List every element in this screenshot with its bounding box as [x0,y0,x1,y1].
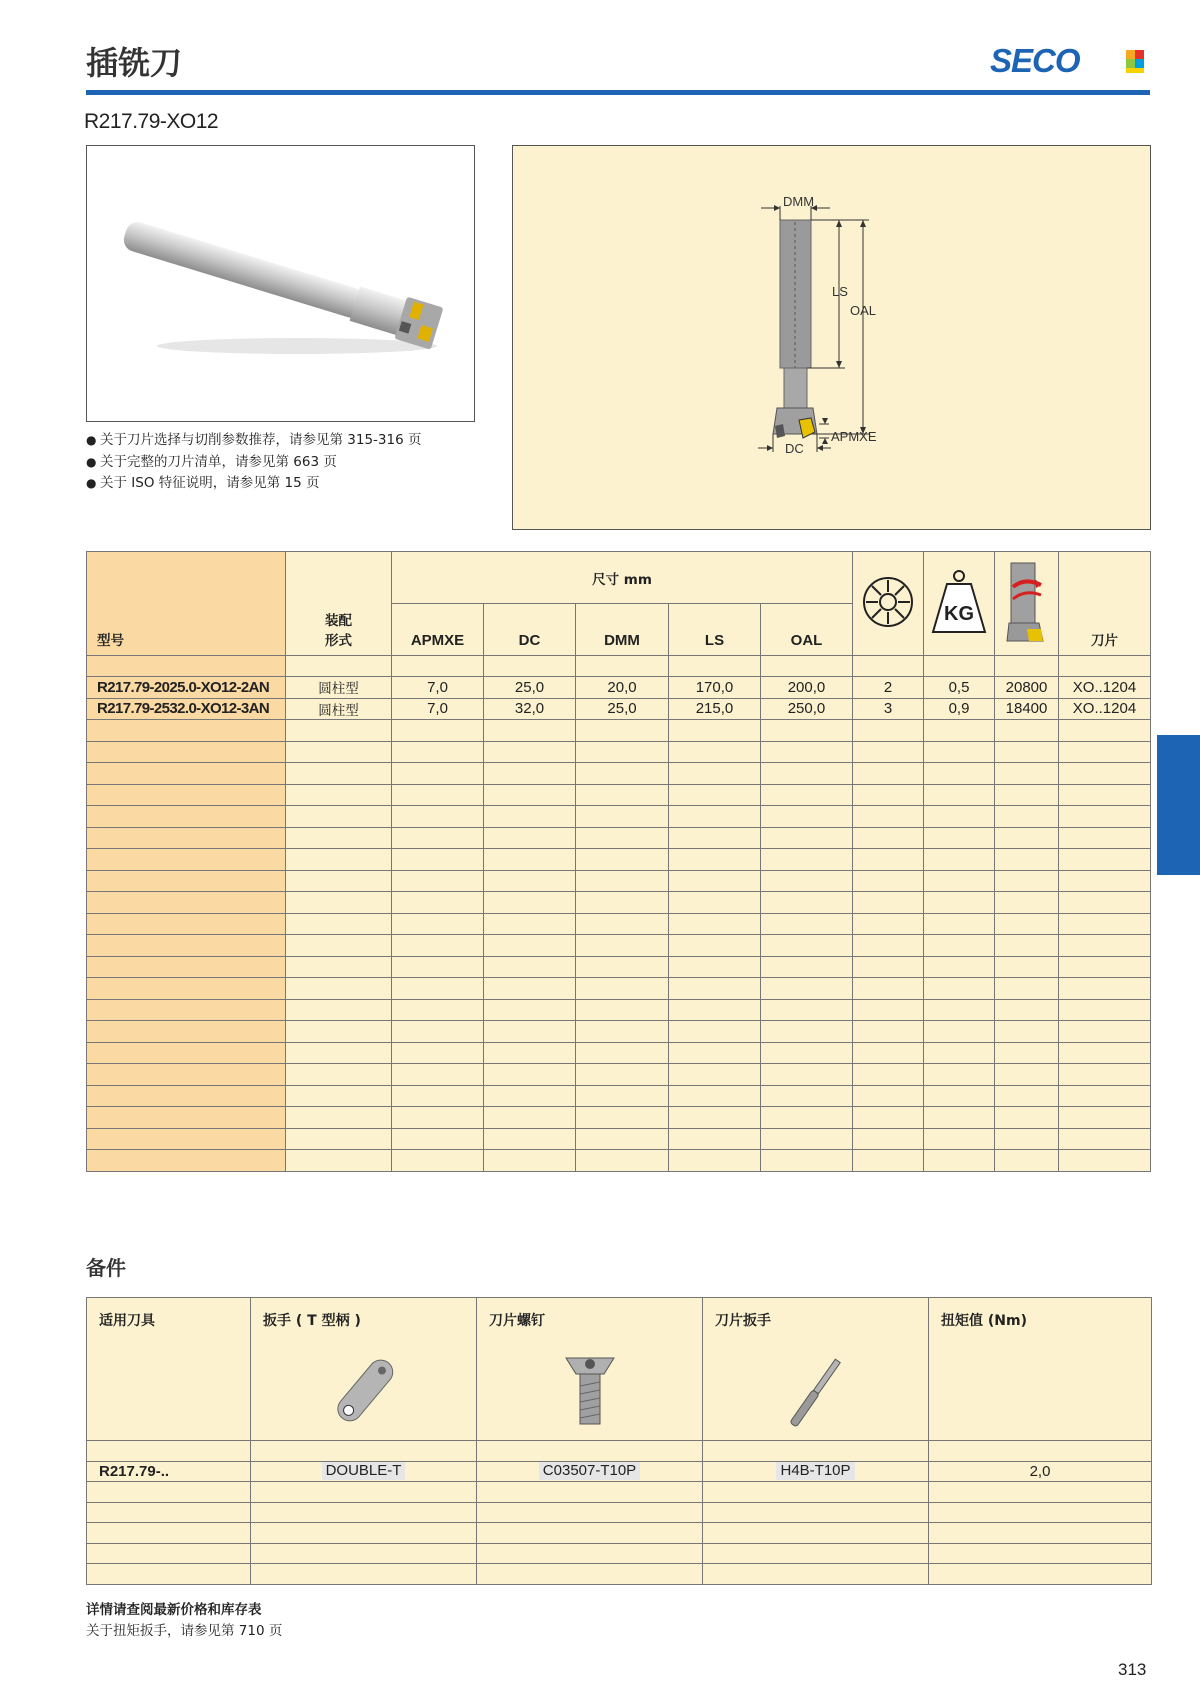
cell-ls: 170,0 [669,677,761,699]
note-item: ● 关于刀片选择与切削参数推荐，请参见第 315-316 页 [86,432,422,448]
product-code: R217.79-XO12 [84,110,219,133]
header-teeth [853,552,924,656]
spare-parts-table [86,1297,1152,1585]
weight-kg-label: KG [944,602,974,625]
parts-empty-row [87,1564,1152,1585]
header-dc: DC [484,604,576,656]
cell-insert: XO..1204 [1059,698,1151,720]
header-weight [924,552,995,656]
label-dc: DC [785,441,804,456]
header-apmxe: APMXE [392,604,484,656]
section-side-tab [1157,735,1200,875]
parts-empty-row [87,1523,1152,1544]
parts-header-torque: 扭矩值 (Nm) [929,1298,1152,1441]
spare-parts-title: 备件 [86,1256,126,1280]
product-photo [86,145,475,422]
empty-table-rows [87,720,1151,1172]
cell-dc: 32,0 [484,698,576,720]
cell-teeth: 3 [853,698,924,720]
cell-teeth: 2 [853,677,924,699]
header-mount: 装配 形式 [286,552,392,656]
cell-dmm: 25,0 [576,698,669,720]
cell-model: R217.79-2532.0-XO12-3AN [87,698,286,720]
technical-drawing [512,145,1151,530]
empty-table-row [87,806,1151,828]
table-header-row-1 [87,552,1151,604]
parts-header-tool: 适用刀具 [87,1298,251,1441]
cell-apmxe: 7,0 [392,677,484,699]
page-number: 313 [1118,1660,1147,1679]
empty-table-row [87,956,1151,978]
header-model: 型号 [87,552,286,656]
spindle-speed-icon [1005,559,1049,645]
teeth-count-icon [860,574,916,630]
notes-list [86,430,422,495]
cell-mount: 圆柱型 [286,677,392,699]
parts-header-screw: 刀片螺钉 [477,1298,703,1441]
footer-notes [86,1600,282,1642]
parts-cell-torque: 2,0 [929,1461,1152,1482]
parts-empty-row [87,1543,1152,1564]
cell-rpm: 20800 [995,677,1059,699]
empty-table-row [87,763,1151,785]
header-rule [86,90,1150,95]
empty-table-row [87,1042,1151,1064]
cell-insert: XO..1204 [1059,677,1151,699]
cell-kg: 0,9 [924,698,995,720]
parts-cell-screw: C03507-T10P [477,1461,703,1482]
page-title: 插铣刀 [86,44,183,82]
empty-table-row [87,720,1151,742]
empty-table-row [87,1021,1151,1043]
empty-table-row [87,784,1151,806]
cell-ls: 215,0 [669,698,761,720]
table-spacer-row [87,656,1151,677]
parts-spacer-row [87,1441,1152,1462]
empty-table-row [87,827,1151,849]
dimension-drawing [513,146,1152,531]
empty-table-row [87,1128,1151,1150]
parts-header-key: 扳手 ( T 型柄 ) [251,1298,477,1441]
parts-row [87,1461,1152,1482]
header-rpm [995,552,1059,656]
product-table [86,551,1151,1172]
note-item: ● 关于 ISO 特征说明，请参见第 15 页 [86,475,320,491]
insert-wrench-icon [771,1352,861,1432]
parts-header-row [87,1298,1152,1441]
header-oal: OAL [761,604,853,656]
empty-table-row [87,1085,1151,1107]
table-row [87,677,1151,699]
empty-table-row [87,999,1151,1021]
empty-table-row [87,1107,1151,1129]
parts-cell-key: DOUBLE-T [251,1461,477,1482]
cell-apmxe: 7,0 [392,698,484,720]
table-row [87,698,1151,720]
footer-line-2: 关于扭矩扳手，请参见第 710 页 [86,1623,283,1639]
parts-empty-row [87,1482,1152,1503]
end-mill-illustration [87,146,475,422]
empty-table-row [87,1150,1151,1172]
t-key-icon [324,1352,404,1432]
header-dmm: DMM [576,604,669,656]
empty-table-row [87,1064,1151,1086]
cell-mount: 圆柱型 [286,698,392,720]
cell-oal: 200,0 [761,677,853,699]
logo-wordmark: SECO [990,42,1080,78]
footer-line-1: 详情请查阅最新价格和库存表 [86,1602,262,1618]
parts-header-wrench: 刀片扳手 [703,1298,929,1441]
insert-screw-icon [560,1352,620,1432]
header-insert: 刀片 [1059,552,1151,656]
seco-logo [990,42,1148,78]
label-dmm: DMM [783,194,815,209]
empty-table-row [87,849,1151,871]
label-apmxe: APMXE [831,429,877,444]
label-ls: LS [832,284,848,299]
cell-rpm: 18400 [995,698,1059,720]
note-item: ● 关于完整的刀片清单，请参见第 663 页 [86,453,337,470]
cell-oal: 250,0 [761,698,853,720]
parts-cell-tool: R217.79-.. [87,1461,251,1482]
cell-kg: 0,5 [924,677,995,699]
cell-model: R217.79-2025.0-XO12-2AN [87,677,286,699]
empty-table-row [87,978,1151,1000]
header-dimensions: 尺寸 mm [392,552,853,604]
parts-empty-row [87,1502,1152,1523]
label-oal: OAL [850,303,877,318]
empty-table-row [87,870,1151,892]
cell-dmm: 20,0 [576,677,669,699]
weight-icon [929,568,989,636]
empty-table-row [87,913,1151,935]
header-ls: LS [669,604,761,656]
empty-table-row [87,935,1151,957]
empty-table-row [87,741,1151,763]
parts-cell-wrench: H4B-T10P [703,1461,929,1482]
empty-table-row [87,892,1151,914]
cell-dc: 25,0 [484,677,576,699]
